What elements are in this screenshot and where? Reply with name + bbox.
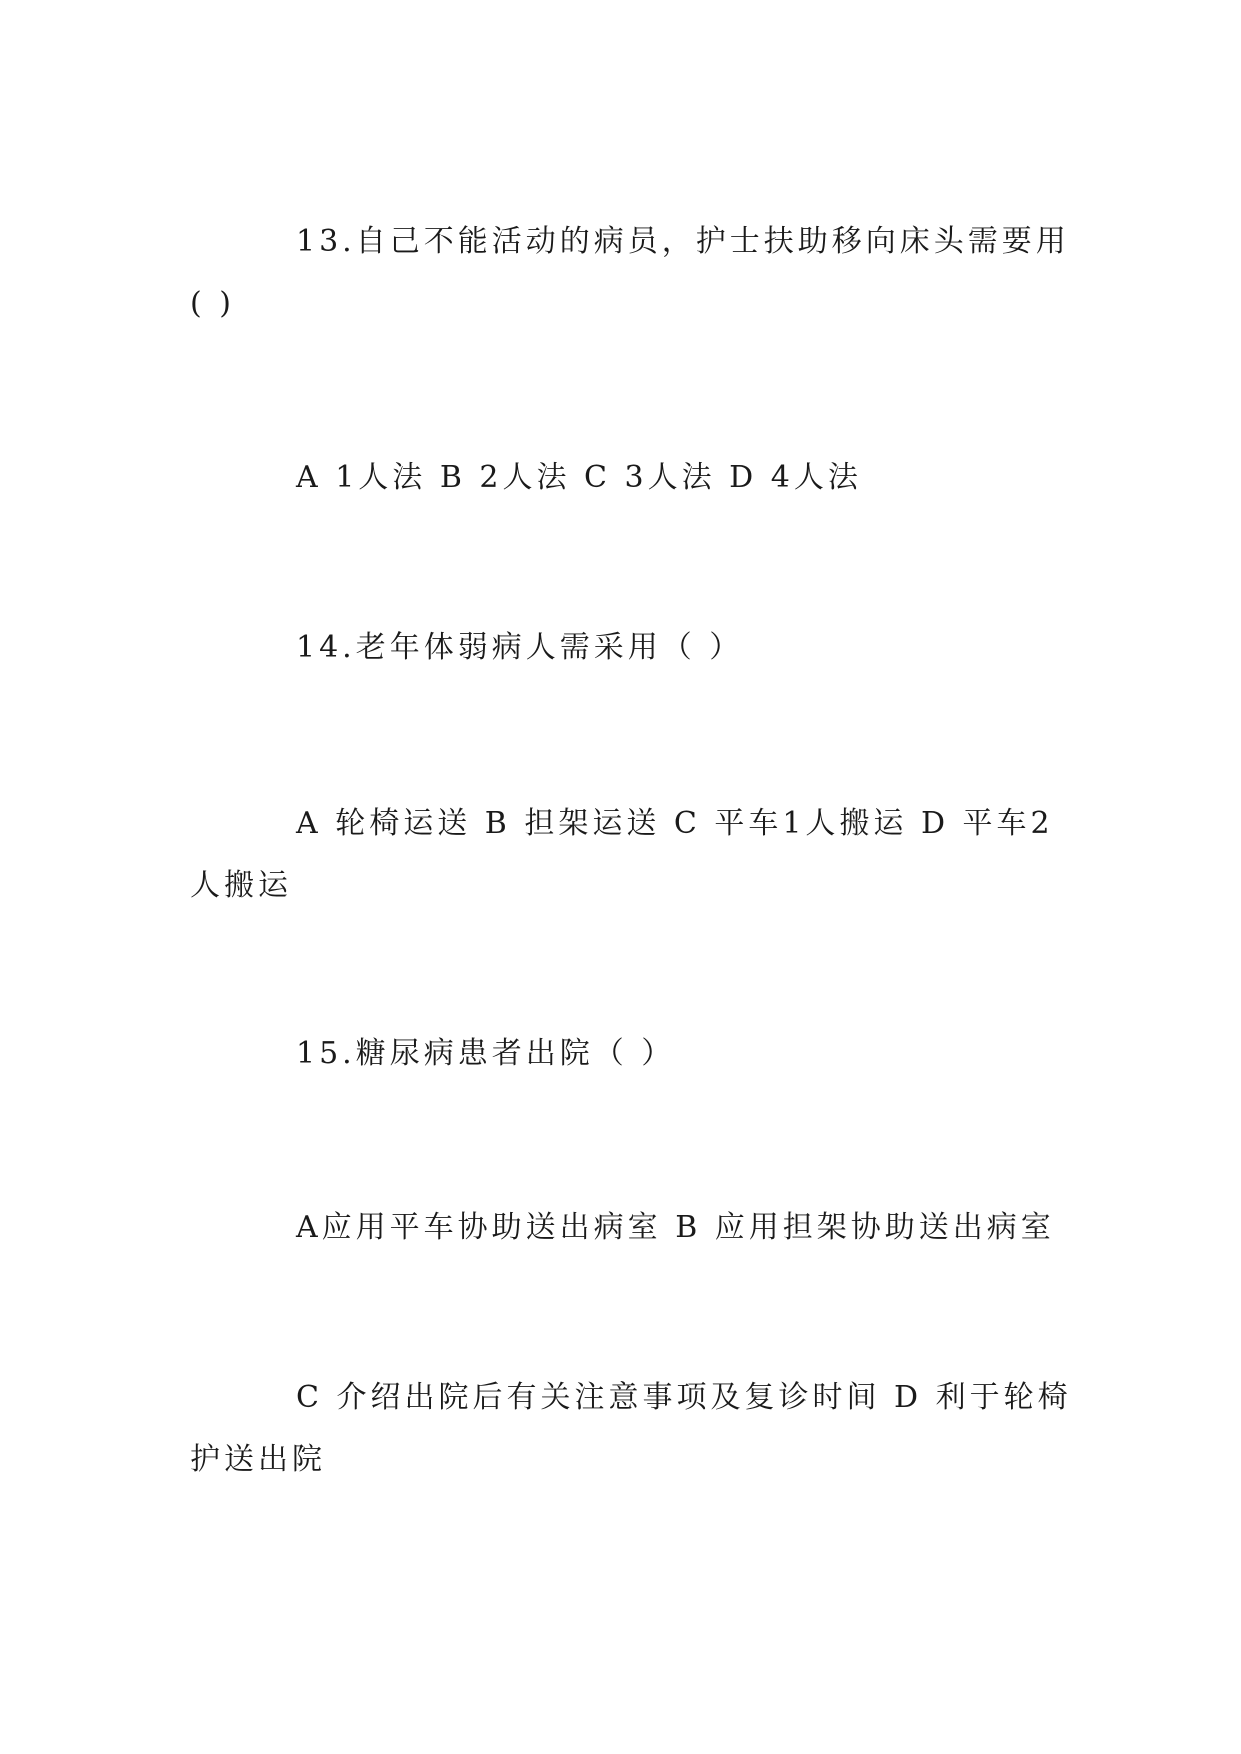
question-13-stem: 13.自己不能活动的病员，护士扶助移向床头需要用: [296, 224, 1070, 259]
question-13-stem-continued: ( ): [190, 286, 235, 321]
question-15-stem: 15.糖尿病患者出院（ ）: [296, 1036, 676, 1071]
question-14-stem: 14.老年体弱病人需采用（ ）: [296, 630, 744, 665]
question-14-options: A 轮椅运送 B 担架运送 C 平车1人搬运 D 平车2: [296, 806, 1054, 841]
question-14-options-continued: 人搬运: [190, 868, 292, 903]
question-15-options-cd-continued: 护送出院: [190, 1442, 326, 1477]
question-15-options-ab: A应用平车协助送出病室 B 应用担架协助送出病室: [296, 1210, 1055, 1245]
question-15-options-cd: C 介绍出院后有关注意事项及复诊时间 D 利于轮椅: [296, 1380, 1072, 1415]
question-13-options: A 1人法 B 2人法 C 3人法 D 4人法: [296, 460, 862, 495]
